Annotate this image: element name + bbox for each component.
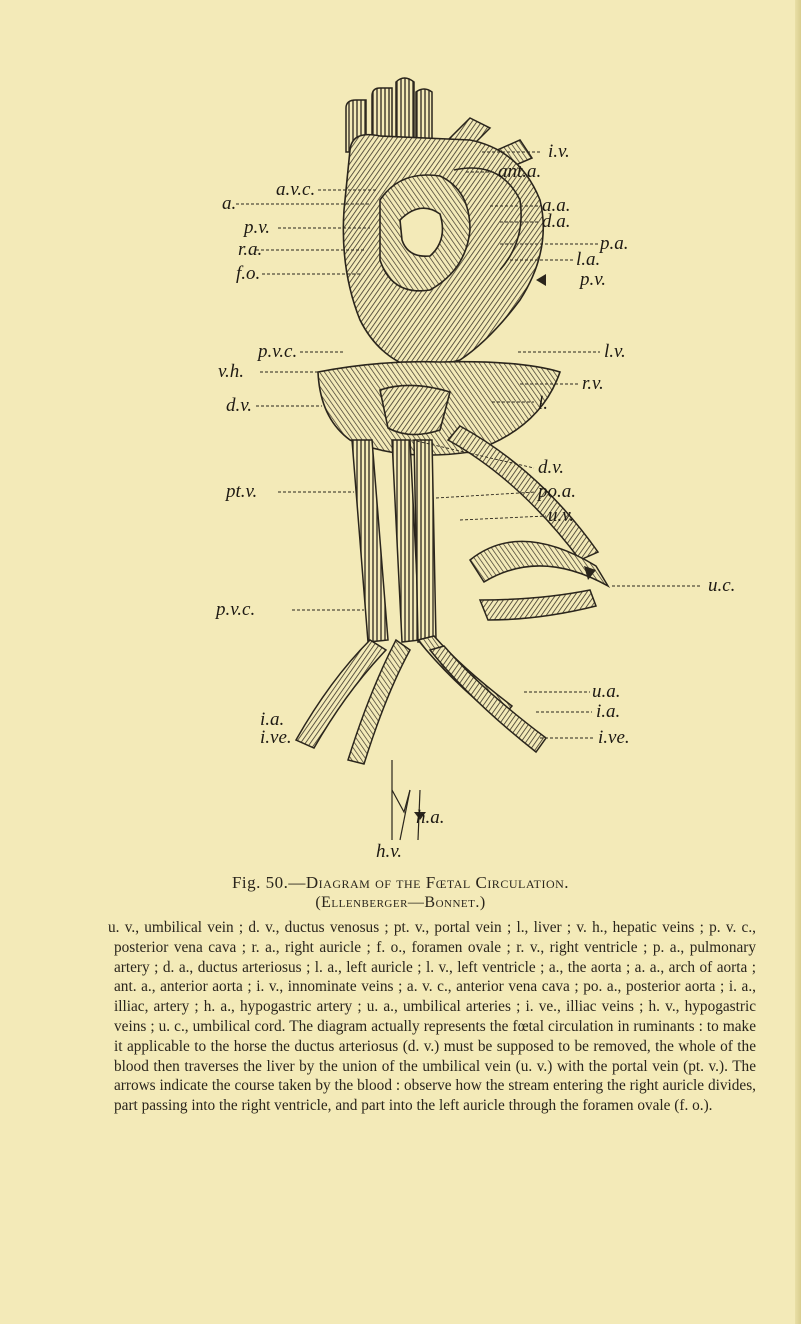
label-hv: h.v. [376, 841, 403, 862]
label-ua: u.a. [592, 681, 621, 702]
label-avc: a.v.c. [276, 179, 316, 200]
label-ha: h.a. [416, 807, 445, 828]
label-ive-left: i.ve. [260, 727, 292, 748]
label-pvc-top: p.v.c. [258, 341, 298, 362]
label-pv-left: p.v. [244, 217, 271, 238]
figure-title: Diagram of the Fœtal Circulation. [305, 873, 570, 892]
label-ia-right: i.a. [596, 701, 621, 722]
label-ra: r.a. [238, 239, 263, 260]
iliac-vessels [296, 636, 546, 764]
label-a: a. [222, 193, 237, 214]
label-ptv: pt.v. [226, 481, 258, 502]
label-uv: u.v. [548, 505, 575, 526]
label-aa: a.a. [542, 195, 571, 216]
label-poa: po.a. [538, 481, 576, 502]
label-la: l.a. [576, 249, 601, 270]
label-lv: l.v. [604, 341, 626, 362]
label-pv-right: p.v. [580, 269, 607, 290]
label-dv-right: d.v. [538, 457, 565, 478]
label-dv-left: d.v. [226, 395, 253, 416]
label-ia-left: i.a. [260, 709, 285, 730]
umbilical-vessels [448, 426, 608, 620]
figure-caption-source: (Ellenberger—Bonnet.) [315, 894, 486, 911]
label-iv: i.v. [548, 141, 570, 162]
figure-caption-title [0, 873, 801, 893]
label-anta: ant.a. [498, 161, 542, 182]
label-uc: u.c. [708, 575, 736, 596]
figure-legend: u. v., umbilical vein ; d. v., ductus venosus ; pt. v., portal vein ; l., liver ; v. h., hepatic veins ; p. v. c., posterior vena cava ; r. a., right auricle ; f. o., foramen ovale ; r. v., right ventricle ; p. a., pulmonary artery ; d. a., ductus arteriosus ; l. a., left auricle ; l. v., left ventricle ; a., the aorta ; a. a., arch of aorta ; ant. a., anterior aorta ; i. v., innominate veins ; a. v. c., anterior vena cava ; po. a., posterior aorta ; i. a., illiac, artery ; h. a., hypogastric artery ; u. a., umbilical arteries ; i. ve., illiac veins ; h. v., hypogastric veins ; u. c., umbilical cord. The diagram actually represents the fœtal circulation in ruminants : to make it applicable to the horse the ductus arteriosus (d. v.) must be supposed to be removed, the whole of the blood then traverses the liver by the union of the umbilical vein (u. v.) with the portal vein (pt. v.). The arrows indicate the course taken by the blood : observe how the stream entering the right auricle divides, part passing into the right ventricle, and part into the left auricle through the foramen ovale (f. o.). [108, 919, 756, 1115]
label-pa: p.a. [600, 233, 629, 254]
label-ive-right: i.ve. [598, 727, 630, 748]
label-fo: f.o. [236, 263, 261, 284]
label-pvc-bottom: p.v.c. [216, 599, 256, 620]
posterior-trunks [352, 440, 436, 642]
figure-number: Fig. 50.— [231, 873, 306, 892]
hypogastric-lines [392, 760, 420, 840]
label-rv: r.v. [582, 373, 604, 394]
label-vh: v.h. [218, 361, 245, 382]
label-da: d.a. [542, 211, 571, 232]
label-l: l. [538, 393, 549, 414]
